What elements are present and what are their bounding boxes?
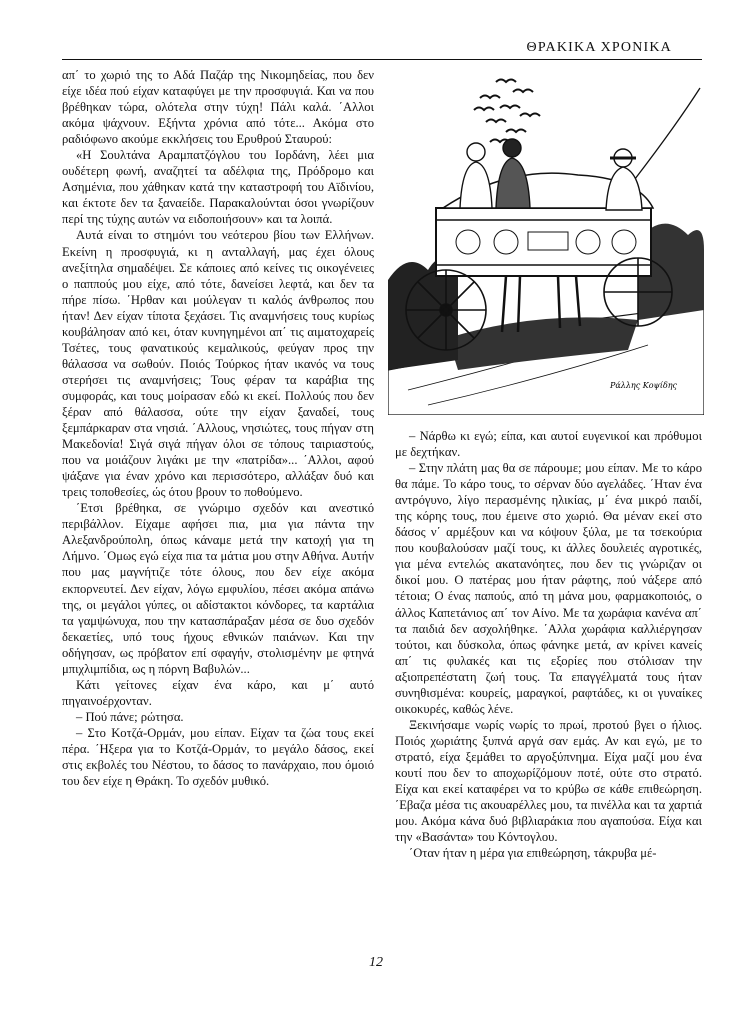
- paragraph: – Νάρθω κι εγώ; είπα, και αυτοί ευγενικοί και πρόθυμοι με δεχτήκαν.: [395, 429, 702, 460]
- page-number: 12: [369, 955, 383, 970]
- journal-title: ΘΡΑΚΙΚΑ ΧΡΟΝΙΚΑ: [526, 40, 672, 55]
- paragraph: Αυτά είναι το στημόνι του νεότερου βίου των Ελλήνων. Εκείνη η προσφυγιά, κι η ανταλλαγή, μας έχει όλους ανεξίτηλα σημαδέψει. Σε κάποιες από κείνες τις οικογένειες ο παππούς μου είχε, από τότε, δανείσει λεφτά, και δεν τα πήρε πίσω. ΄Ηρθαν και μούλεγαν τι καλός άνθρωπος που ήταν! Δεν είχαν τίποτα ξεχάσει. Τις αναμνήσεις τους κυρίως κουβάλησαν από κει, όταν κυνηγημένοι απ΄ τις αιματοχαρείς Τσέτες, τους φανατικούς κεμαλικούς, φεύγαν προς την θάλασσα να σωθούν. Ποιός Τούρκος ήταν ικανός να τους στερήσει τις αναμνήσεις; Τους φέραν τα καράβια της συμφοράς, και τους μοίρασαν εδώ κι εκεί. Πολλούς που δεν ξέραν από θάλασσα, ούτε την είχαν ξαναδεί, τους ξεμπάρκαραν στα νησιά. ΄Αλλους, νησιώτες, τους πήγαν στη Μακεδονία! Σιγά σιγά πήγαν όλοι σε τόπους ταιριαστούς, που να μοιάζουν λιγάκι με την «πατρίδα»... ΄Αλλοι, αφού ψάξανε για έναν χρόνο και περισσότερο, αλλάξαν δυό και τρεις τοποθεσίες, ώς ότου βρουν το ποθούμενο.: [62, 228, 374, 500]
- paragraph: – Πού πάνε; ρώτησα.: [76, 709, 184, 724]
- paragraph: – Στην πλάτη μας θα σε πάρουμε; μου είπαν. Με το κάρο θα πάμε. Το κάρο τους, το σέρναν δύο αγελάδες. ΄Ηταν ένα αντρόγυνο, λίγο περασμένης ηλικίας, μ΄ ένα μικρό παιδί, της κόρης τους, που έμεινε στο χωριό. Θα μέναν εκεί στο δάσος ν΄ αρμέξουν και να κόψουν ξύλα, με τα τσεκούρια που κουβαλούσαν μαζί τους, κι άλλες δουλειές αγροτικές, για μένα εντελώς ακατανόητες, που δεν τις γνώριζαν οι δικοί μου. Ο πατέρας μου ήταν ράφτης, πού νάξερε από τέτοια; Ο ένας παπούς, από τη μάνα μου, φαρμακοποιός, ο άλλος Καπετάνιος απ΄ τον Αίνο. Με τα χωράφια κανένα απ΄ τα παιδιά δεν ασχολήθηκε. ΄Αλλα χωράφια καλλιέργησαν τούτοι, και δύσκολα, όπως φάνηκε μετά, αν κρίνει κανείς απ΄ τις φυλακές και τις εξορίες που στόλισαν την αξιοπρεπέστατη ζωή τους. Τα επαγγέλματά τους ήταν συνηθισμένα: κουρείς, μαραγκοί, ραφτάδες, κι οι γυναίκες οικοκυρές, καθώς λένε.: [395, 461, 702, 716]
- ox-cart-drawing: [388, 70, 704, 415]
- paragraph: ΄Ετσι βρέθηκα, σε γνώριμο σχεδόν και ανεστικό περιβάλλον. Είχαμε αφήσει πια, μια για πάντα την Αλεξανδρούπολη, όπως κάναμε μετά την κατοχή για τη Λήμνο. ΄Ομως εγώ είχα πια τα μάτια μου στην Αθήνα. Αυτήν που μας μαγνήτιζε τότε όλους, που δεν είχε ακόμα εκπορνευτεί. Δεν είχαν, λόγω εμφυλίου, πέσει ακόμα απάνω της, οι μεγάλοι γύπες, οι αδίστακτοι κόνδορες, τα καρτάλια τα γαμψώνυχα, που την κατασπάραξαν μέσα σε δυο σχεδόν δεκαετίες, υπό τους ήχους εθνικών παιάνων. Και την οδήγησαν, ως πρόβατον επί σφαγήν, στολισμένην με φτηνά μπιχλιμπίδια, ως η πόρνη Βαβυλών...: [62, 501, 374, 676]
- paragraph: απ΄ το χωριό της το Αδά Παζάρ της Νικομηδείας, που δεν είχε ιδέα πού είχαν καταφύγει με την προσφυγιά. Και να που βρέθηκαν τώρα, ολότελα στην τύχη! Πάλι καλά. ΄Αλλοι ακόμα ψάχνουν. Εξήντα χρόνια από τότε... Ακόμα στο ραδιόφωνο ακούμε εκκλήσεις του Ερυθρού Σταυρού:: [62, 68, 374, 147]
- paragraph: – Στο Κοτζά-Ορμάν, μου είπαν. Είχαν τα ζώα τους εκεί πέρα. ΄Ηξερα για το Κοτζά-Ορμάν, το μεγάλο δάσος, εκεί στις εκβολές του Νέστου, το δάσος το πανάρχαιο, που όμοιό του δεν είχε η Θράκη. Το σχεδόν μυθικό.: [62, 725, 374, 789]
- paragraph: Ξεκινήσαμε νωρίς νωρίς το πρωί, προτού βγει ο ήλιος. Ποιός χωριάτης ξυπνά αργά σαν εμάς. Αν και εγώ, με το στρατό, είχα ξεμάθει το αργοξύπνημα. Είχα μαζί μου ένα κουτί που δεν το αποχωρίζόμουν ποτέ, ούτε στο στρατό. Είχα και εκεί καταφέρει να το κρύβω σε κάθε επιθεώρηση. ΄Εβαζα μέσα τις ακουαρέλλες μου, τα πινέλλα και τα χαρτιά μου. Ακόμα κάνα δυό βιβλιαράκια που αγαπούσα. Είχα και την «Βασάντα» του Κόντογλου.: [395, 717, 702, 845]
- birds-icon: [474, 80, 540, 143]
- left-column: [62, 67, 374, 789]
- header-rule: [62, 59, 702, 60]
- paragraph: Κάτι γείτονες είχαν ένα κάρο, και μ΄ αυτό πηγαινοέρχονταν.: [62, 677, 374, 708]
- right-column: [395, 428, 702, 861]
- artist-signature: Ράλλης Κοψίδης: [610, 381, 678, 390]
- running-header: [62, 38, 702, 60]
- paragraph: ΄Οταν ήταν η μέρα για επιθεώρηση, τάκρυβα μέ-: [409, 846, 657, 861]
- paragraph: «Η Σουλτάνα Αραμπατζόγλου του Ιορδάνη, λέει μια ουδέτερη φωνή, αναζητεί τα αδέλφια της, Πρόδρομο και Ασημένια, που χάθηκαν κατά την καταστροφή του Αϊδινίου, και έκτοτε δεν τα ξαναείδε. Παρακαλούνται όσοι γνωρίζουν περί της τύχης αυτών να ειδοποιήσουν» και τα λοιπά.: [62, 148, 374, 227]
- cart-illustration: [388, 70, 704, 415]
